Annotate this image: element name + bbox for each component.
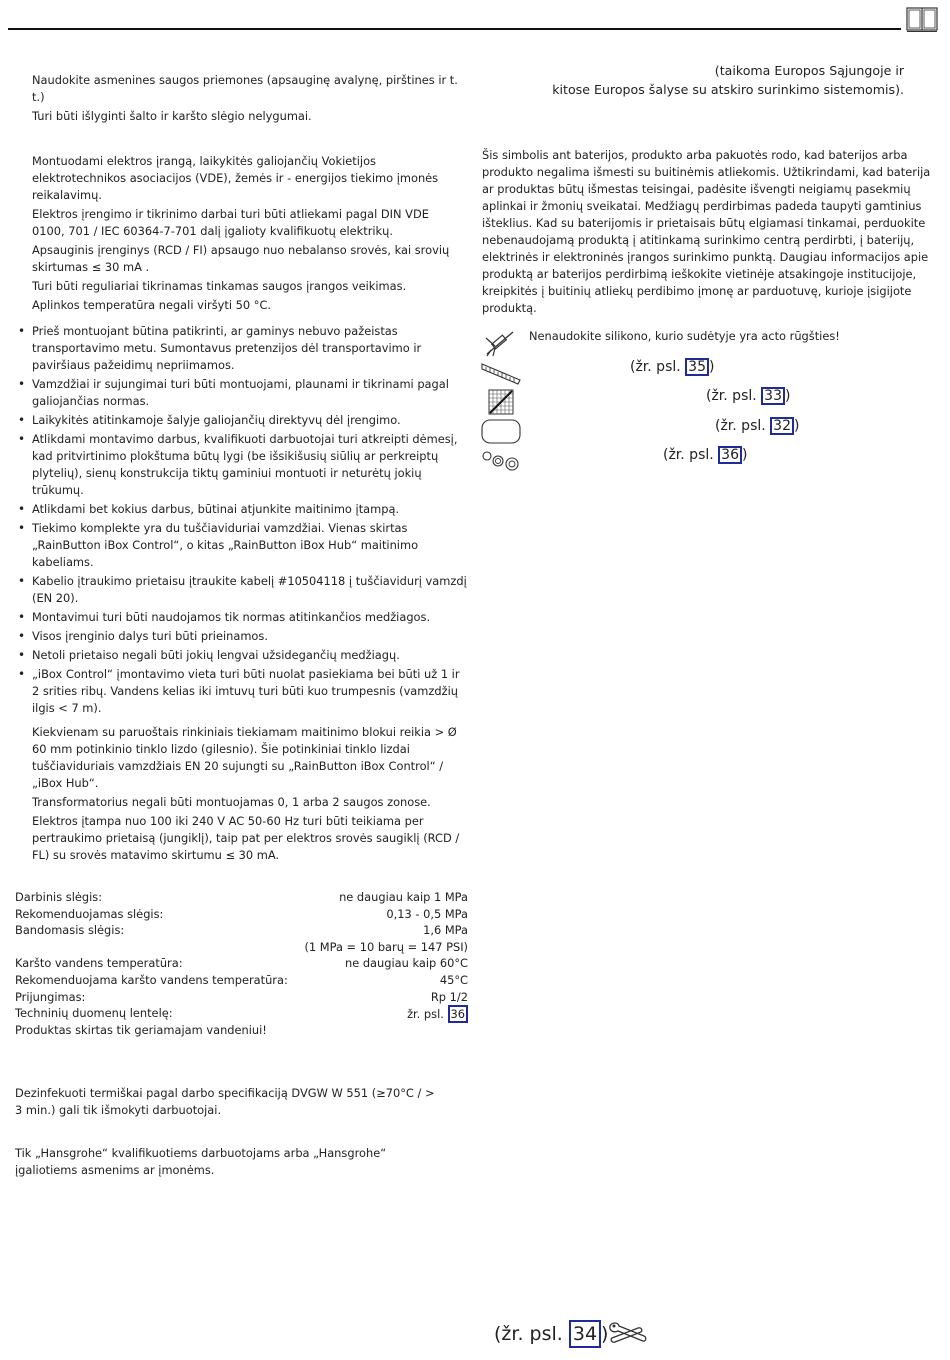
list-item: • Atlikdami montavimo darbus, kvalifikuoti darbuotojai turi atkreipti dėmesį, kad pritvirtinimo plokštuma būtų lygi (be išsikišusių siūlių ar perkreiptų plytelių), sienų konstrukcija tiktų gaminiui montuoti ir neturėtų jokių trūkumų. xyxy=(32,431,468,499)
fittings-icon xyxy=(481,448,521,474)
electrical-paragraph: Aplinkos temperatūra negali viršyti 50 °C. xyxy=(32,298,272,312)
list-item: • Visos įrenginio dalys turi būti prieinamos. xyxy=(32,628,468,645)
tech-row: Darbinis slėgis: ne daugiau kaip 1 MPa xyxy=(15,890,468,904)
tech-data-section xyxy=(15,889,468,1038)
electrical-paragraph: Elektros įrengimo ir tikrinimo darbai turi būti atliekami pagal DIN VDE 0100, 701 / IEC 60364-7-701 dalį įgalioty kvalifikuotų elektrikų. xyxy=(32,207,429,238)
tech-row: (1 MPa = 10 barų = 147 PSI) xyxy=(304,939,468,954)
safety-section xyxy=(32,72,462,127)
list-item: • „iBox Control“ įmontavimo vieta turi būti nuolat pasiekiama bei būti už 1 ir 2 srities ribų. Vandens kelias iki imtuvų turi būti kuo trumpesnis (vamzdžių ilgis < 7 m). xyxy=(32,666,468,717)
power-section xyxy=(32,724,468,866)
list-item: • Netoli prietaiso negali būti jokių lengvai užsidegančių medžiagų. xyxy=(32,647,468,664)
tech-row: Rekomenduojama karšto vandens temperatūra: 45°C xyxy=(15,972,468,987)
list-item: • Tiekimo komplekte yra du tuščiaviduriai vamzdžiai. Vienas skirtas „RainButton iBox Control“, o kitas „RainButton iBox Hub“ maitinimo kabeliams. xyxy=(32,520,468,571)
page-ref-36: (žr. psl. 36 ) xyxy=(663,447,748,463)
list-item: • Kabelio įtraukimo prietaisu įtraukite kabelį #10504118 į tuščiavidurį vamzdį (EN 20). xyxy=(32,573,468,607)
page-link[interactable]: 33 xyxy=(761,387,785,405)
bottom-page-ref: (žr. psl. 34 ) xyxy=(494,1320,608,1348)
tech-row: Bandomasis slėgis: 1,6 MPa xyxy=(15,923,468,938)
level-ruler-icon xyxy=(481,360,521,386)
header-rule xyxy=(8,28,901,30)
open-book-icon xyxy=(906,7,938,33)
tech-row: Karšto vandens temperatūra: ne daugiau kaip 60°C xyxy=(15,956,468,971)
page-ref-32: (žr. psl. 32 ) xyxy=(715,418,800,434)
electrical-paragraph: Apsauginis įrenginys (RCD / FI) apsaugo nuo nebalanso srovės, kai srovių skirtumas ≤ 30 mA . xyxy=(32,243,450,274)
page-link[interactable]: 34 xyxy=(569,1320,601,1348)
installation-bullets xyxy=(32,323,468,719)
wrench-icon xyxy=(606,1320,648,1346)
disposal-heading: (taikoma Europos Sąjungoje ir kitose Europos šalyse su atskiro surinkimo sistemomis). xyxy=(552,63,904,97)
list-item: • Vamzdžiai ir sujungimai turi būti montuojami, plaunami ir tikrinami pagal galiojančias normas. xyxy=(32,376,468,410)
list-item: • Atlikdami bet kokius darbus, būtinai atjunkite maitinimo įtampą. xyxy=(32,501,468,518)
disinfection-note: Dezinfekuoti termiškai pagal darbo specifikaciją DVGW W 551 (≥70°C / > 3 min.) gali tik išmokyti darbuotojai. xyxy=(15,1086,435,1117)
tech-row: Techninių duomenų lentelę: žr. psl. 36 xyxy=(15,1005,468,1022)
power-paragraph: Transformatorius negali būti montuojamas 0, 1 arba 2 saugos zonose. xyxy=(32,795,431,809)
power-paragraph: Elektros įtampa nuo 100 iki 240 V AC 50-60 Hz turi būti teikiama per pertraukimo prietaisą (jungiklį), taip pat per elektros srovės saugiklį (RCD / FL) su srovės matavimo skirtumu ≤ 30 mA. xyxy=(32,814,460,862)
silicone-warning: Nenaudokite silikono, kurio sudėtyje yra acto rūgšties! xyxy=(529,329,840,343)
service-note: Tik „Hansgrohe“ kvalifikuotiems darbuotojams arba „Hansgrohe“ įgaliotiems asmenims ar įmonėms. xyxy=(15,1146,387,1177)
list-item: • Prieš montuojant būtina patikrinti, ar gaminys nebuvo pažeistas transportavimo metu. Sumontavus pretenzijos dėl transportavimo ir paviršiaus pažeidimų nepriimamos. xyxy=(32,323,468,374)
rounded-rectangle-icon xyxy=(481,419,521,445)
electrical-section xyxy=(32,153,464,316)
tile-grid-icon xyxy=(488,389,514,415)
ppe-line: Naudokite asmenines saugos priemones (apsauginę avalynę, pirštines ir t. t.) xyxy=(32,73,458,104)
page-link[interactable]: 35 xyxy=(685,358,709,376)
page-link[interactable]: 32 xyxy=(770,417,794,435)
tech-row: Prijungimas: Rp 1/2 xyxy=(15,989,468,1004)
silicone-gun-icon xyxy=(483,328,517,358)
page-ref-35: (žr. psl. 35 ) xyxy=(630,359,715,375)
list-item: • Montavimui turi būti naudojamos tik normas atitinkančios medžiagos. xyxy=(32,609,468,626)
power-paragraph: Kiekvienam su paruoštais rinkiniais tiekiamam maitinimo blokui reikia > Ø 60 mm potinkinio tinklo lizdo (gilesnio). Šie potinkiniai tinklo lizdai tuščiaviduriais vamzdžiais EN 20 sujungti su „RainButton iBox Control“ / „iBox Hub“. xyxy=(32,725,457,790)
pressure-line: Turi būti išlyginti šalto ir karšto slėgio nelygumai. xyxy=(32,109,312,123)
drinking-water-note: Produktas skirtas tik geriamajam vandeniui! xyxy=(15,1022,267,1037)
page-link[interactable]: 36 xyxy=(718,446,742,464)
electrical-paragraph: Turi būti reguliariai tikrinamas tinkamas saugos įrangos veikimas. xyxy=(32,279,407,293)
page-ref-33: (žr. psl. 33 ) xyxy=(706,388,791,404)
tech-row: Rekomenduojamas slėgis: 0,13 - 0,5 MPa xyxy=(15,906,468,921)
list-item: • Laikykitės atitinkamoje šalyje galiojančių direktyvų dėl įrengimo. xyxy=(32,412,468,429)
page-link[interactable]: 36 xyxy=(448,1005,469,1023)
electrical-paragraph: Montuodami elektros įrangą, laikykitės galiojančių Vokietijos elektrotechnikos asociacijos (VDE), žemės ir - energijos tiekimo įmonės reikalavimų. xyxy=(32,154,439,202)
disposal-text: Šis simbolis ant baterijos, produkto arba pakuotės rodo, kad baterijos arba produkto negalima išmesti su buitinėmis atliekomis. Užtikrindami, kad baterija ar produktas būtų išmestas teisingai, padėsite išvengti neigiamų pasekmių aplinkai ir žmonių sveikatai. Medžiagų perdirbimas padeda taupyti gamtinius išteklius. Kad su baterijomis ir prietaisais būtų elgiamasi tinkamai, perduokite nebenaudojamą produktą į atitinkamą surinkimo centrą perdirbti, į baterijų, elektrinės ir elektroninės įrangos surinkimo punktą. Daugiau informacijos apie produktą ar baterijos perdirbimą ieškokite vietinėje atsakingoje institucijoje, kreipkitės į buitinių atliekų perdibimo įmonę ar parduotuvę, kurioje įsigijote produktą. xyxy=(482,148,931,315)
